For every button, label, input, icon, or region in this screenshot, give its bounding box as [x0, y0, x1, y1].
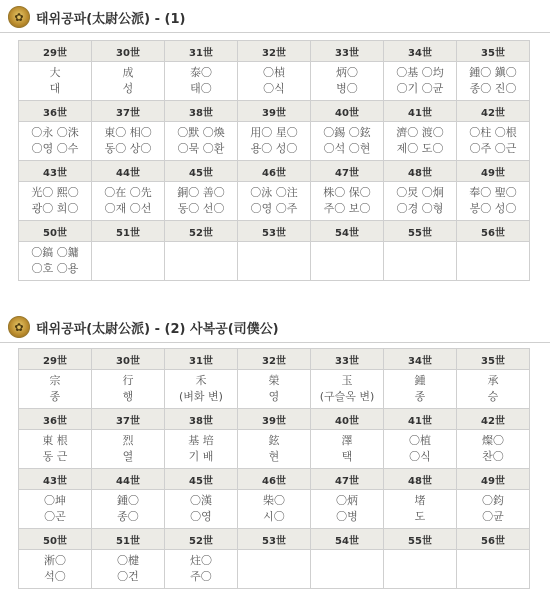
name-cell: [457, 242, 530, 281]
name-cell: [311, 550, 384, 589]
generation-label: 35世: [457, 349, 530, 370]
hanja-name: 〇鈞: [482, 494, 504, 507]
hanja-name: 炳〇: [336, 66, 358, 79]
section-2-divider: [0, 342, 550, 343]
clan-emblem-icon: ✿: [8, 316, 30, 338]
name-cell: [457, 550, 530, 589]
name-cell: [165, 550, 238, 589]
hanja-name: 〇基 〇均: [396, 66, 444, 79]
generation-table-1: [18, 40, 530, 281]
hangul-name: 행: [122, 390, 134, 403]
name-cell: [165, 490, 238, 529]
hanja-name: 炷〇: [190, 554, 212, 567]
generation-label: 53世: [238, 221, 311, 242]
hangul-name: 찬〇: [482, 450, 504, 463]
generation-value-row: [19, 182, 530, 221]
name-cell: [238, 122, 311, 161]
section-1-title: 태위공파(太尉公派) - (1): [36, 11, 186, 27]
generation-header-row: [19, 161, 530, 182]
hanja-name: 宗: [49, 374, 61, 387]
generation-label: 51世: [92, 221, 165, 242]
name-cell: [92, 122, 165, 161]
name-cell: [238, 62, 311, 101]
hanja-name: 〇永 〇洙: [31, 126, 79, 139]
hangul-name: (벼화 변): [179, 390, 223, 403]
generation-label: 30世: [92, 41, 165, 62]
name-cell: [165, 430, 238, 469]
hanja-name: 基 培: [188, 434, 214, 447]
generation-value-row: [19, 370, 530, 409]
hanja-name: 大: [49, 66, 61, 79]
name-cell: [457, 370, 530, 409]
name-cell: [384, 550, 457, 589]
name-cell: [92, 370, 165, 409]
hangul-name: 제〇 도〇: [396, 142, 444, 155]
generation-label: 39世: [238, 409, 311, 430]
hanja-name: 玉: [341, 374, 353, 387]
generation-label: 52世: [165, 221, 238, 242]
generation-label: 33世: [311, 349, 384, 370]
generation-label: 50世: [19, 529, 92, 550]
generation-label: 35世: [457, 41, 530, 62]
name-cell: [92, 62, 165, 101]
hanja-name: 堵: [414, 494, 426, 507]
name-cell: [19, 370, 92, 409]
generation-label: 47世: [311, 161, 384, 182]
generation-label: 48世: [384, 161, 457, 182]
hanja-name: 〇錫 〇鉉: [323, 126, 371, 139]
name-cell: [238, 242, 311, 281]
generation-label: 29世: [19, 349, 92, 370]
hangul-name: 시〇: [263, 510, 285, 523]
hangul-name: 성: [122, 82, 134, 95]
generation-label: 56世: [457, 221, 530, 242]
hanja-name: 東 根: [42, 434, 68, 447]
hanja-name: 澤: [341, 434, 353, 447]
generation-label: 47世: [311, 469, 384, 490]
hanja-name: 〇炅 〇炯: [396, 186, 444, 199]
name-cell: [384, 430, 457, 469]
hanja-name: 銅〇 善〇: [177, 186, 225, 199]
hanja-name: 榮: [268, 374, 280, 387]
hangul-name: 〇석 〇현: [323, 142, 371, 155]
name-cell: [238, 182, 311, 221]
hanja-name: 〇漢: [190, 494, 212, 507]
generation-label: 50世: [19, 221, 92, 242]
generation-label: 34世: [384, 349, 457, 370]
generation-label: 40世: [311, 409, 384, 430]
hanja-name: 鍾: [414, 374, 426, 387]
generation-label: 40世: [311, 101, 384, 122]
generation-label: 48世: [384, 469, 457, 490]
hanja-name: 淅〇: [44, 554, 66, 567]
hangul-name: 대: [49, 82, 61, 95]
name-cell: [311, 430, 384, 469]
generation-label: 32世: [238, 41, 311, 62]
hanja-name: 〇鎬 〇鏞: [31, 246, 79, 259]
section-2: [0, 312, 550, 342]
generation-label: 42世: [457, 409, 530, 430]
section-1-header: [0, 2, 550, 32]
hanja-name: 承: [487, 374, 499, 387]
name-cell: [384, 370, 457, 409]
hanja-name: 〇泳 〇注: [250, 186, 298, 199]
hangul-name: 동〇 선〇: [177, 202, 225, 215]
hanja-name: 〇楨: [263, 66, 285, 79]
generation-label: 46世: [238, 161, 311, 182]
generation-header-row: [19, 101, 530, 122]
hanja-name: 〇默 〇煥: [177, 126, 225, 139]
hanja-name: 泰〇: [190, 66, 212, 79]
hanja-name: 光〇 熙〇: [31, 186, 79, 199]
name-cell: [238, 430, 311, 469]
name-cell: [457, 182, 530, 221]
name-cell: [311, 490, 384, 529]
generation-label: 36世: [19, 101, 92, 122]
hanja-name: 鍾〇: [117, 494, 139, 507]
name-cell: [384, 490, 457, 529]
hangul-name: 〇영: [190, 510, 212, 523]
name-cell: [384, 62, 457, 101]
hangul-name: 현: [268, 450, 280, 463]
hangul-name: 도: [414, 510, 426, 523]
generation-header-row: [19, 469, 530, 490]
hangul-name: 영: [268, 390, 280, 403]
generation-label: 36世: [19, 409, 92, 430]
hangul-name: 동〇 상〇: [104, 142, 152, 155]
hangul-name: 〇호 〇용: [31, 262, 79, 275]
hanja-name: 〇植: [409, 434, 431, 447]
hanja-name: 〇炳: [336, 494, 358, 507]
generation-label: 32世: [238, 349, 311, 370]
generation-value-row: [19, 490, 530, 529]
generation-value-row: [19, 430, 530, 469]
name-cell: [92, 242, 165, 281]
generation-label: 44世: [92, 161, 165, 182]
hangul-name: 〇기 〇균: [396, 82, 444, 95]
generation-label: 42世: [457, 101, 530, 122]
generation-label: 38世: [165, 409, 238, 430]
generation-header-row: [19, 409, 530, 430]
generation-label: 54世: [311, 221, 384, 242]
generation-label: 41世: [384, 409, 457, 430]
generation-label: 43世: [19, 469, 92, 490]
name-cell: [384, 242, 457, 281]
hangul-name: 〇건: [117, 570, 139, 583]
generation-header-row: [19, 349, 530, 370]
name-cell: [19, 182, 92, 221]
generation-label: 44世: [92, 469, 165, 490]
hangul-name: 〇영 〇주: [250, 202, 298, 215]
hanja-name: 行: [122, 374, 134, 387]
generation-value-row: [19, 122, 530, 161]
generation-label: 45世: [165, 161, 238, 182]
hangul-name: 〇영 〇수: [31, 142, 79, 155]
section-1-divider: [0, 32, 550, 33]
name-cell: [165, 182, 238, 221]
hangul-name: 태〇: [190, 82, 212, 95]
name-cell: [311, 122, 384, 161]
generation-value-row: [19, 550, 530, 589]
hanja-name: 〇柱 〇根: [469, 126, 517, 139]
hangul-name: 종〇 진〇: [469, 82, 517, 95]
hangul-name: 주〇 보〇: [323, 202, 371, 215]
hanja-name: 奉〇 聖〇: [469, 186, 517, 199]
hangul-name: (구슬옥 변): [319, 390, 375, 403]
generation-label: 31世: [165, 349, 238, 370]
generation-label: 49世: [457, 161, 530, 182]
hangul-name: 병〇: [336, 82, 358, 95]
hangul-name: 종: [49, 390, 61, 403]
hanja-name: 鉉: [268, 434, 280, 447]
generation-label: 46世: [238, 469, 311, 490]
hangul-name: 〇묵 〇환: [177, 142, 225, 155]
hangul-name: 〇재 〇선: [104, 202, 152, 215]
generation-label: 53世: [238, 529, 311, 550]
generation-header-row: [19, 221, 530, 242]
hanja-name: 柴〇: [263, 494, 285, 507]
name-cell: [19, 550, 92, 589]
generation-table-2: [18, 348, 530, 589]
hangul-name: 〇경 〇형: [396, 202, 444, 215]
generation-label: 55世: [384, 221, 457, 242]
clan-emblem-icon: ✿: [8, 6, 30, 28]
generation-label: 49世: [457, 469, 530, 490]
name-cell: [457, 62, 530, 101]
generation-label: 51世: [92, 529, 165, 550]
name-cell: [92, 430, 165, 469]
generation-label: 41世: [384, 101, 457, 122]
hanja-name: 鍾〇 鎭〇: [469, 66, 517, 79]
generation-label: 37世: [92, 101, 165, 122]
name-cell: [238, 370, 311, 409]
name-cell: [457, 430, 530, 469]
hanja-name: 株〇 保〇: [323, 186, 371, 199]
name-cell: [19, 242, 92, 281]
hangul-name: 열: [122, 450, 134, 463]
name-cell: [19, 62, 92, 101]
name-cell: [311, 62, 384, 101]
hangul-name: 종: [414, 390, 426, 403]
hangul-name: 〇곤: [44, 510, 66, 523]
generation-label: 38世: [165, 101, 238, 122]
name-cell: [165, 370, 238, 409]
name-cell: [92, 182, 165, 221]
hangul-name: 광〇 희〇: [31, 202, 79, 215]
section-1: [0, 2, 550, 32]
generation-value-row: [19, 242, 530, 281]
name-cell: [311, 242, 384, 281]
hangul-name: 〇병: [336, 510, 358, 523]
hangul-name: 종〇: [117, 510, 139, 523]
generation-label: 33世: [311, 41, 384, 62]
generation-header-row: [19, 529, 530, 550]
name-cell: [19, 490, 92, 529]
generation-label: 55世: [384, 529, 457, 550]
generation-header-row: [19, 41, 530, 62]
hangul-name: 봉〇 성〇: [469, 202, 517, 215]
name-cell: [165, 122, 238, 161]
generation-label: 29世: [19, 41, 92, 62]
name-cell: [311, 182, 384, 221]
generation-label: 54世: [311, 529, 384, 550]
name-cell: [457, 490, 530, 529]
name-cell: [165, 62, 238, 101]
name-cell: [311, 370, 384, 409]
name-cell: [384, 182, 457, 221]
hangul-name: 석〇: [44, 570, 66, 583]
name-cell: [19, 122, 92, 161]
hanja-name: 燦〇: [482, 434, 504, 447]
name-cell: [92, 490, 165, 529]
name-cell: [384, 122, 457, 161]
generation-label: 39世: [238, 101, 311, 122]
hangul-name: 승: [487, 390, 499, 403]
name-cell: [238, 490, 311, 529]
hanja-name: 成: [122, 66, 134, 79]
generation-label: 34世: [384, 41, 457, 62]
hanja-name: 〇楗: [117, 554, 139, 567]
section-2-header: [0, 312, 550, 342]
hangul-name: 기 배: [188, 450, 214, 463]
hangul-name: 〇주 〇근: [469, 142, 517, 155]
generation-label: 56世: [457, 529, 530, 550]
hanja-name: 〇在 〇先: [104, 186, 152, 199]
generation-value-row: [19, 62, 530, 101]
name-cell: [238, 550, 311, 589]
generation-label: 30世: [92, 349, 165, 370]
hangul-name: 동 근: [42, 450, 68, 463]
generation-label: 52世: [165, 529, 238, 550]
hanja-name: 濟〇 渡〇: [396, 126, 444, 139]
generation-label: 43世: [19, 161, 92, 182]
generation-label: 45世: [165, 469, 238, 490]
name-cell: [457, 122, 530, 161]
hangul-name: 〇식: [409, 450, 431, 463]
hanja-name: 〇坤: [44, 494, 66, 507]
hanja-name: 用〇 星〇: [250, 126, 298, 139]
name-cell: [19, 430, 92, 469]
hangul-name: 〇식: [263, 82, 285, 95]
hanja-name: 烈: [122, 434, 134, 447]
hangul-name: 택: [341, 450, 353, 463]
name-cell: [165, 242, 238, 281]
section-2-title: 태위공파(太尉公派) - (2) 사복공(司僕公): [36, 321, 279, 337]
hangul-name: 주〇: [190, 570, 212, 583]
name-cell: [92, 550, 165, 589]
hangul-name: 〇균: [482, 510, 504, 523]
generation-label: 31世: [165, 41, 238, 62]
hanja-name: 禾: [195, 374, 207, 387]
hanja-name: 東〇 相〇: [104, 126, 152, 139]
hangul-name: 용〇 성〇: [250, 142, 298, 155]
generation-label: 37世: [92, 409, 165, 430]
